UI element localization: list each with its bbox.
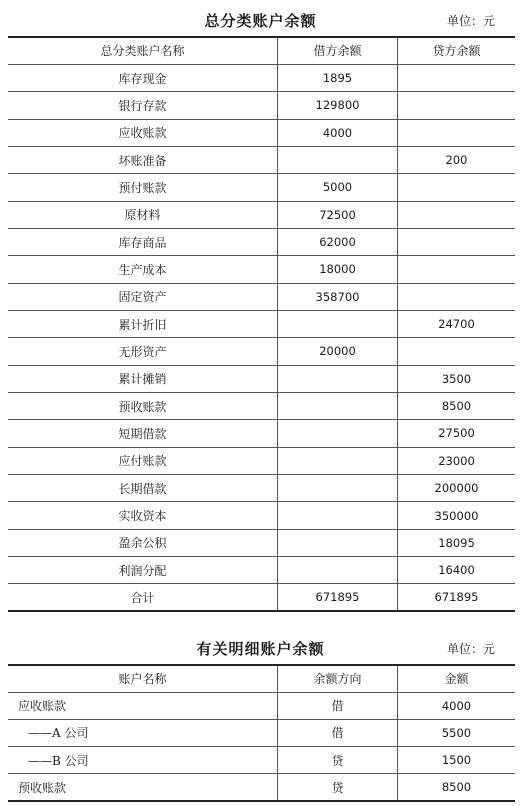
credit-balance-cell <box>398 174 516 201</box>
debit-balance-cell <box>278 365 398 392</box>
balance-direction-cell: 借 <box>278 719 398 746</box>
table1-row <box>8 310 515 337</box>
account-name-cell: 应收账款 <box>8 119 278 146</box>
detail-account-name-cell: ——A 公司 <box>8 719 278 746</box>
debit-balance-cell: 20000 <box>278 338 398 365</box>
debit-balance-cell <box>278 529 398 556</box>
debit-balance-cell <box>278 502 398 529</box>
account-name-cell: 预收账款 <box>8 392 278 419</box>
table2-unit: 单位：元 <box>446 642 495 656</box>
credit-balance-cell: 3500 <box>398 365 516 392</box>
table1-body <box>8 64 515 611</box>
debit-balance-cell <box>278 392 398 419</box>
amount-cell: 8500 <box>398 774 516 801</box>
table1-unit: 单位：元 <box>446 14 495 28</box>
credit-balance-cell: 23000 <box>398 447 516 474</box>
balance-direction-cell: 贷 <box>278 774 398 801</box>
account-name-cell: 利润分配 <box>8 557 278 584</box>
account-name-cell: 实收资本 <box>8 502 278 529</box>
detail-account-name-cell: 预收账款 <box>8 774 278 801</box>
table2-row <box>8 692 515 719</box>
table1-title: 总分类账户余额 <box>204 12 317 30</box>
account-name-cell: 无形资产 <box>8 338 278 365</box>
debit-balance-cell: 72500 <box>278 201 398 228</box>
debit-balance-cell <box>278 475 398 502</box>
table1-header-debit: 借方余额 <box>278 37 398 64</box>
account-name-cell: 坏账准备 <box>8 146 278 173</box>
credit-balance-cell <box>398 256 516 283</box>
table1-row <box>8 64 515 91</box>
debit-balance-cell <box>278 557 398 584</box>
balance-direction-cell: 贷 <box>278 747 398 774</box>
account-name-cell: 预付账款 <box>8 174 278 201</box>
table2-title-row <box>8 634 513 660</box>
account-name-cell: 生产成本 <box>8 256 278 283</box>
debit-balance-cell: 4000 <box>278 119 398 146</box>
detail-account-name-cell: 应收账款 <box>8 692 278 719</box>
debit-balance-cell: 5000 <box>278 174 398 201</box>
credit-balance-cell: 27500 <box>398 420 516 447</box>
account-name-cell: 累计折旧 <box>8 310 278 337</box>
account-name-cell: 累计摊销 <box>8 365 278 392</box>
credit-balance-cell <box>398 92 516 119</box>
table1-row <box>8 584 515 611</box>
credit-balance-cell <box>398 228 516 255</box>
table1-row <box>8 256 515 283</box>
table2-body <box>8 692 515 801</box>
table1-row <box>8 146 515 173</box>
table2-title: 有关明细账户余额 <box>196 640 325 658</box>
table2-row <box>8 719 515 746</box>
balance-direction-cell: 借 <box>278 692 398 719</box>
credit-balance-cell: 18095 <box>398 529 516 556</box>
debit-balance-cell: 1895 <box>278 64 398 91</box>
table1-row <box>8 529 515 556</box>
amount-cell: 1500 <box>398 747 516 774</box>
credit-balance-cell: 8500 <box>398 392 516 419</box>
debit-balance-cell: 358700 <box>278 283 398 310</box>
table2-header-name: 账户名称 <box>8 665 278 692</box>
debit-balance-cell <box>278 310 398 337</box>
account-name-cell: 长期借款 <box>8 475 278 502</box>
table1-row <box>8 338 515 365</box>
credit-balance-cell <box>398 201 516 228</box>
credit-balance-cell <box>398 64 516 91</box>
account-name-cell: 合计 <box>8 584 278 611</box>
table1-row <box>8 201 515 228</box>
table1-row <box>8 392 515 419</box>
table2-header-row <box>8 665 515 692</box>
table2-header-amount: 金额 <box>398 665 516 692</box>
debit-balance-cell: 129800 <box>278 92 398 119</box>
general-ledger-balance-table <box>8 36 515 612</box>
table1-row <box>8 283 515 310</box>
table1-title-row <box>8 6 513 32</box>
credit-balance-cell: 24700 <box>398 310 516 337</box>
debit-balance-cell: 18000 <box>278 256 398 283</box>
table1-header-row <box>8 37 515 64</box>
account-name-cell: 盈余公积 <box>8 529 278 556</box>
table1-header-credit: 贷方余额 <box>398 37 516 64</box>
debit-balance-cell: 62000 <box>278 228 398 255</box>
account-name-cell: 短期借款 <box>8 420 278 447</box>
table2-row <box>8 774 515 801</box>
detail-account-name-cell: ——B 公司 <box>8 747 278 774</box>
debit-balance-cell <box>278 146 398 173</box>
amount-cell: 4000 <box>398 692 516 719</box>
credit-balance-cell: 350000 <box>398 502 516 529</box>
credit-balance-cell: 200 <box>398 146 516 173</box>
debit-balance-cell: 671895 <box>278 584 398 611</box>
credit-balance-cell <box>398 338 516 365</box>
account-name-cell: 银行存款 <box>8 92 278 119</box>
credit-balance-cell: 200000 <box>398 475 516 502</box>
credit-balance-cell: 16400 <box>398 557 516 584</box>
debit-balance-cell <box>278 420 398 447</box>
debit-balance-cell <box>278 447 398 474</box>
table1-row <box>8 447 515 474</box>
account-name-cell: 原材料 <box>8 201 278 228</box>
table1-row <box>8 420 515 447</box>
account-name-cell: 固定资产 <box>8 283 278 310</box>
table1-row <box>8 119 515 146</box>
table2-row <box>8 747 515 774</box>
credit-balance-cell <box>398 119 516 146</box>
table2-header-direction: 余额方向 <box>278 665 398 692</box>
account-name-cell: 库存现金 <box>8 64 278 91</box>
detail-account-balance-table <box>8 664 515 802</box>
credit-balance-cell <box>398 283 516 310</box>
table1-row <box>8 557 515 584</box>
amount-cell: 5500 <box>398 719 516 746</box>
table1-row <box>8 365 515 392</box>
table1-row <box>8 502 515 529</box>
table1-row <box>8 92 515 119</box>
table1-row <box>8 475 515 502</box>
table1-header-name: 总分类账户名称 <box>8 37 278 64</box>
account-name-cell: 应付账款 <box>8 447 278 474</box>
credit-balance-cell: 671895 <box>398 584 516 611</box>
table1-row <box>8 174 515 201</box>
account-name-cell: 库存商品 <box>8 228 278 255</box>
table1-row <box>8 228 515 255</box>
